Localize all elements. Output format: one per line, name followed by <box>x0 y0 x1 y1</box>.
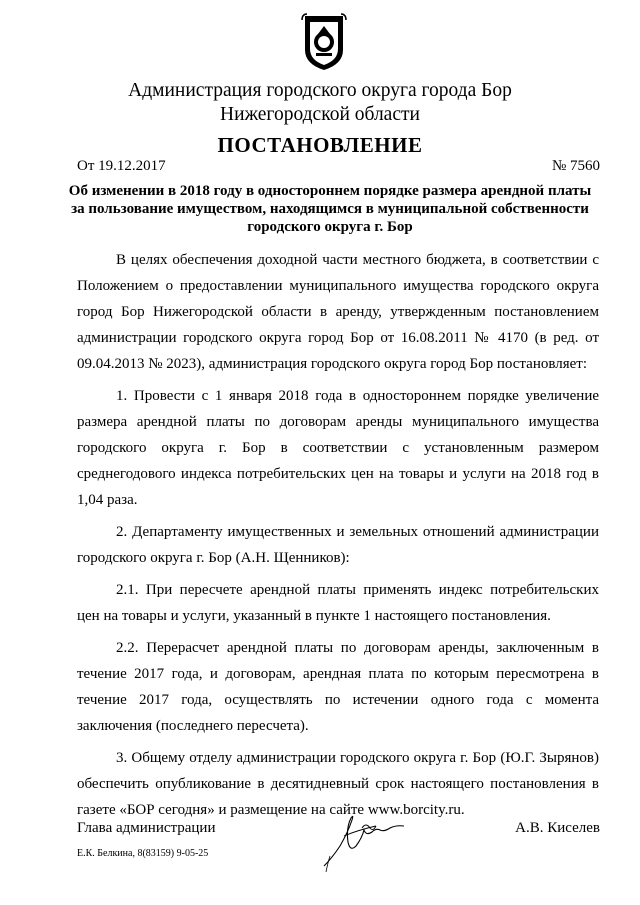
document-subject <box>60 182 600 236</box>
signatory-title: Глава администрации <box>77 820 216 836</box>
document-type-title: ПОСТАНОВЛЕНИЕ <box>217 133 423 157</box>
organization-name: Администрация городского округа города Бор <box>128 80 512 101</box>
document-number: № 7560 <box>551 158 600 174</box>
document-body <box>77 247 599 829</box>
subject-line: Об изменении в 2018 году в одностороннем порядке размера арендной платы <box>68 183 592 199</box>
organization-region: Нижегородской области <box>220 104 420 125</box>
executor-contact: Е.К. Белкина, 8(83159) 9-05-25 <box>77 848 209 859</box>
clause-2-1: 2.1. При пересчете арендной платы применять индекс потребительских цен на товары и услуги, указанный в пункте 1 настоящего постановления. <box>77 582 599 624</box>
signatory-name: А.В. Киселев <box>515 820 600 836</box>
document-date: От 19.12.2017 <box>77 158 166 174</box>
coat-of-arms-icon <box>301 12 347 74</box>
clause-2-2: 2.2. Перерасчет арендной платы по договорам аренды, заключенным в течение 2017 года, и договорам, арендная плата по которым пересмотрена в течение 2017 года, осуществлять по истечении одного года с момента заключения (последнего пересчета). <box>77 640 599 734</box>
signature-icon <box>318 806 412 876</box>
clause-1: 1. Провести с 1 января 2018 года в одностороннем порядке увеличение размера арендной платы по договорам аренды муниципального имущества городского округа г. Бор в соответствии с установленным размером среднегодового индекса потребительских цен на товары и услуги на 2018 год в 1,04 раза. <box>77 388 599 508</box>
subject-line: городского округа г. Бор <box>247 219 413 235</box>
preamble-paragraph: В целях обеспечения доходной части местного бюджета, в соответствии с Положением о предоставлении муниципального имущества городского округа город Бор Нижегородской области в аренду, утвержденным постановлением администрации городского округа город Бор от 16.08.2011 № 4170 (в ред. от 09.04.2013 № 2023), администрация городского округа город Бор постановляет: <box>77 252 599 372</box>
clause-3: 3. Общему отделу администрации городского округа г. Бор (Ю.Г. Зырянов) обеспечить опубликование в десятидневный срок настоящего постановления в газете «БОР сегодня» и размещение на сайте www.borcity.ru. <box>77 750 599 818</box>
subject-line: за пользование имуществом, находящимся в муниципальной собственности <box>71 201 589 217</box>
clause-2: 2. Департаменту имущественных и земельных отношений администрации городского округа г. Бор (А.Н. Щенников): <box>77 524 599 566</box>
